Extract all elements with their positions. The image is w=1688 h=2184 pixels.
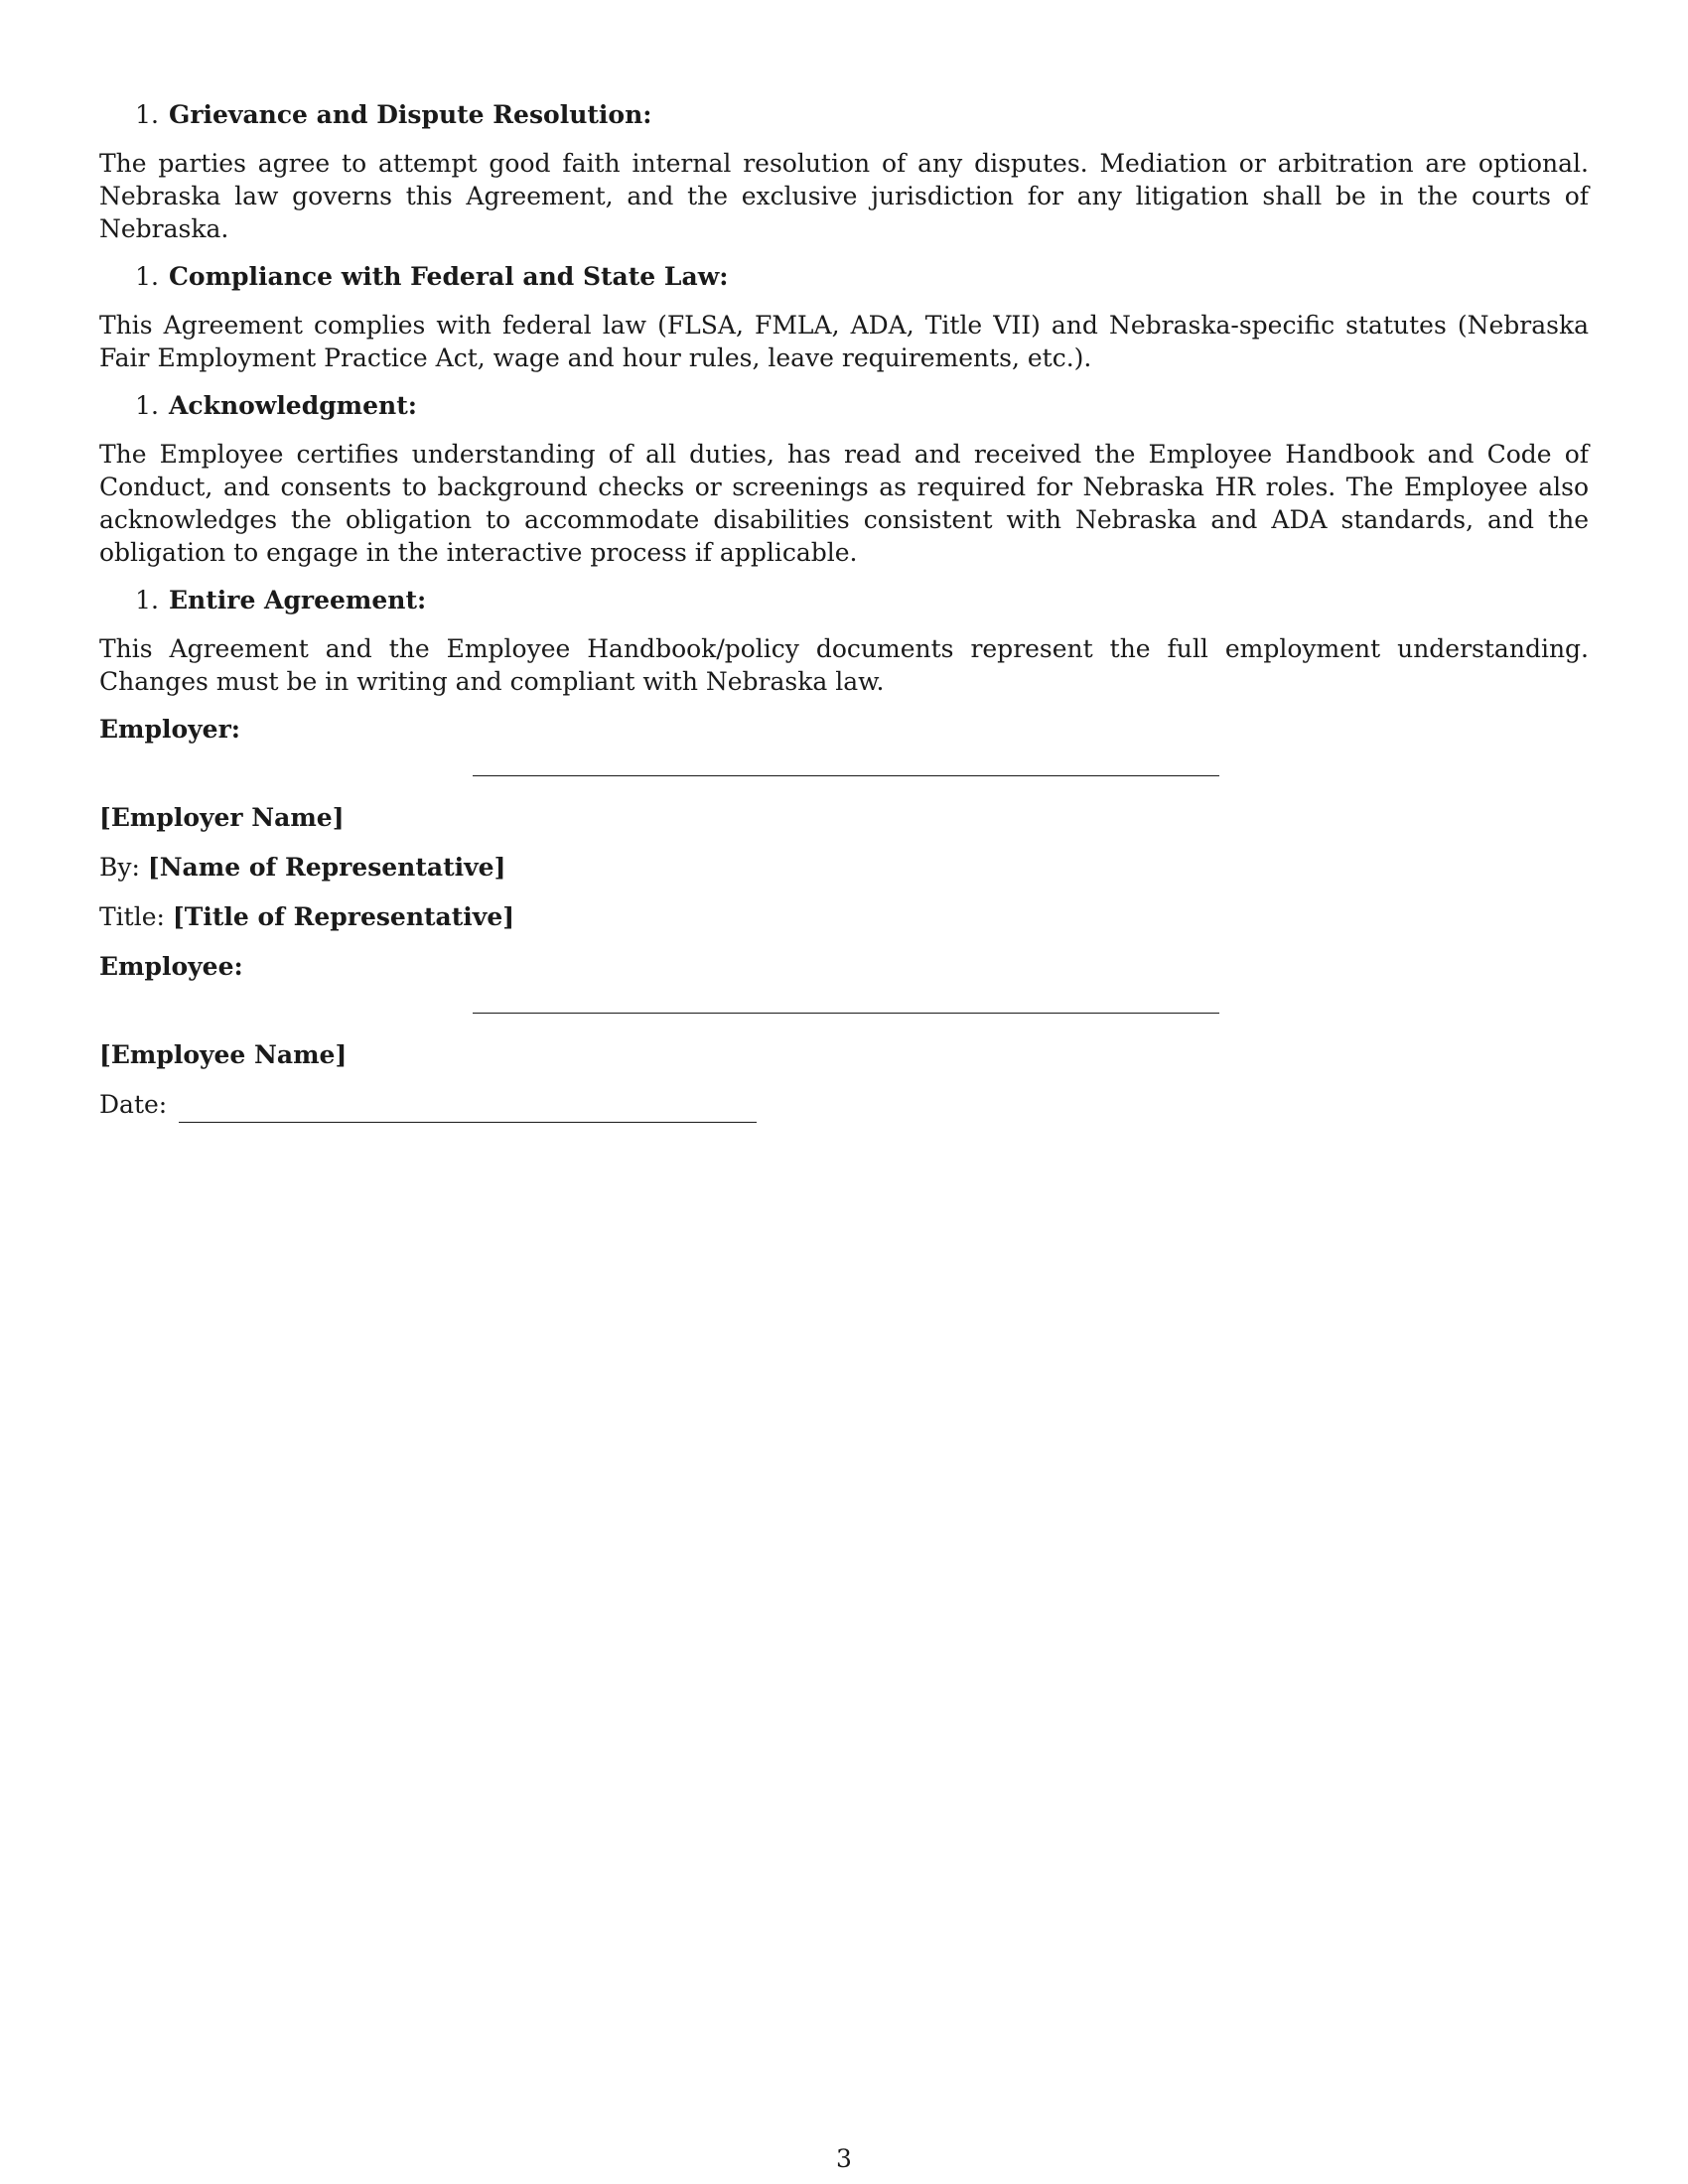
section-number: 1. — [135, 586, 159, 614]
section-body: This Agreement complies with federal law (FLSA, FMLA, ADA, Title VII) and Nebraska-specific statutes (Nebraska Fair Employment Practice Act, wage and hour rules, leave requirements, etc.). — [99, 311, 1589, 372]
section-heading — [99, 97, 1589, 133]
section-number: 1. — [135, 262, 159, 291]
section-body: This Agreement and the Employee Handbook/policy documents represent the full employment understanding. Changes must be in writing and compliant with Nebraska law. — [99, 634, 1589, 696]
employer-name — [99, 800, 1589, 836]
section-title: Compliance with Federal and State Law: — [169, 262, 729, 291]
page-number: 3 — [836, 2144, 852, 2173]
employer-signature-block — [99, 712, 1589, 935]
representative-name-row — [99, 850, 1589, 886]
section-heading — [99, 259, 1589, 295]
employer-name-text: [Employer Name] — [99, 803, 345, 832]
section-compliance — [99, 259, 1589, 374]
section-number: 1. — [135, 391, 159, 420]
section-heading — [99, 583, 1589, 618]
section-number: 1. — [135, 100, 159, 129]
section-title: Entire Agreement: — [169, 586, 427, 614]
date-blank-line[interactable] — [179, 1094, 757, 1123]
section-entire-agreement — [99, 583, 1589, 698]
employee-name-text: [Employee Name] — [99, 1040, 348, 1069]
section-grievance — [99, 97, 1589, 245]
section-acknowledgment — [99, 388, 1589, 569]
employee-signature-line[interactable] — [473, 1013, 1219, 1014]
employer-label: Employer: — [99, 715, 240, 744]
representative-title: [Title of Representative] — [172, 902, 515, 931]
date-row — [99, 1087, 1589, 1123]
employer-signature-line[interactable] — [473, 775, 1219, 776]
date-label: Date: — [99, 1090, 168, 1119]
section-title: Grievance and Dispute Resolution: — [169, 100, 652, 129]
section-heading — [99, 388, 1589, 424]
section-title: Acknowledgment: — [169, 391, 417, 420]
representative-title-row — [99, 899, 1589, 935]
section-body: The parties agree to attempt good faith internal resolution of any disputes. Mediation or arbitration are optional. Nebraska law governs this Agreement, and the exclusive jurisdiction for any litigation shall be in the courts of Nebraska. — [99, 149, 1589, 243]
representative-name: [Name of Representative] — [147, 853, 506, 882]
section-body: The Employee certifies understanding of all duties, has read and received the Employee Handbook and Code of Conduct, and consents to background checks or screenings as required for Nebraska HR roles. The Employee also acknowledges the obligation to accommodate disabilities consistent with Nebraska and ADA standards, and the obligation to engage in the interactive process if applicable. — [99, 440, 1589, 567]
employee-label: Employee: — [99, 952, 243, 981]
title-label: Title: — [99, 902, 165, 931]
employee-signature-block — [99, 949, 1589, 1123]
document-page — [99, 97, 1589, 1123]
by-label: By: — [99, 853, 140, 882]
employee-name — [99, 1037, 1589, 1073]
